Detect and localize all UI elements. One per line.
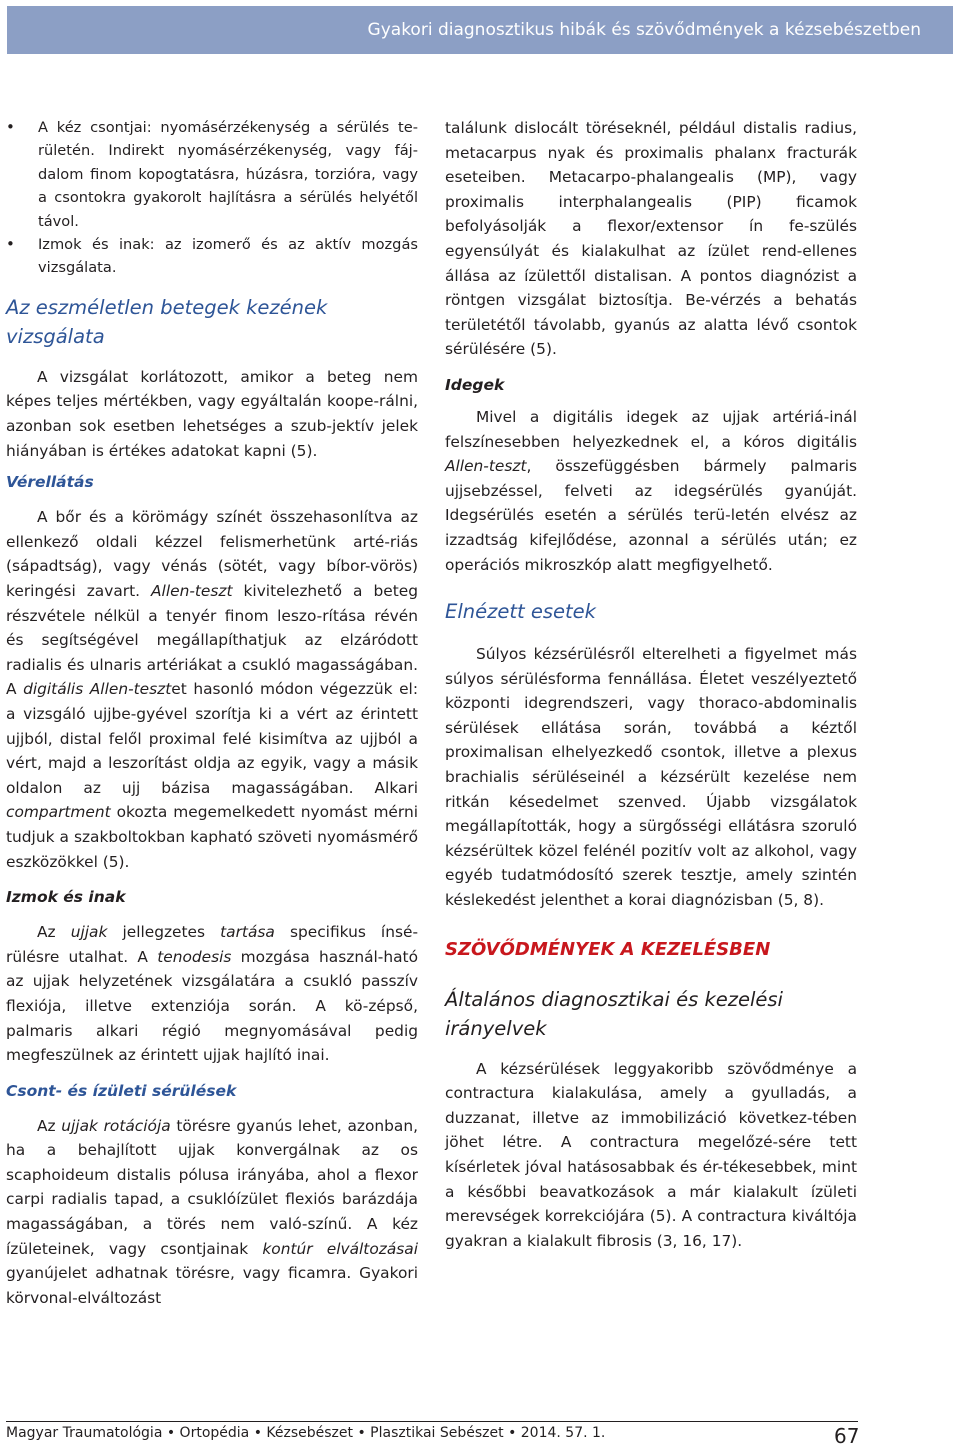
muscles-text-3: specifikus ínsé-rülésre utalhat. A bbox=[6, 923, 419, 966]
tenodesis-term: tenodesis bbox=[157, 947, 232, 966]
paragraph-bone-joint bbox=[6, 1114, 418, 1311]
heading-general-guidelines bbox=[445, 985, 857, 1043]
posture-term: tartása bbox=[220, 923, 275, 942]
bullet-item-muscles: • Izmok és inak: az izomerő és az aktív mozgás vizsgálata. bbox=[6, 233, 418, 280]
paragraph-blood-supply bbox=[6, 505, 418, 874]
left-column bbox=[6, 116, 418, 1310]
muscles-text-2: jellegzetes bbox=[107, 923, 221, 942]
guidelines-text: A kézsérülések leggyakoribb szövődménye a contractura kialakulása, amely a gyulladás, a duzzanat, illetve az immobilizáció következ-tében jöhet létre. A contractura megelőzé-sére tett kísérletek jóval hatásosabbak és ér-tékesebbek, mint a későbbi beavatkozások a már kialakult ízületi merevségek korrekciójára (5). A contractura kiváltója gyakran a kialakult fibrosis (3, 16, 17). bbox=[445, 1059, 857, 1250]
paragraph-continued: találunk dislocált töréseknél, például distalis radius, metacarpus nyak és proximalis phalanx fracturák eseteiben. Metacarpo-phalangealis (MP), vagy proximalis interphalangealis (PIP) ficamok befolyásolják a flexor/extensor ín fe-szülés egyensúlyát és kialakulhat az ízület rend-ellenes állása az ízülettől distalisan. A pontos diagnózist a röntgen vizsgálat biztosítja. Be-vérzés a behatás területétől távolabb, gyanús az alatta lévő csontok sérülésére (5). bbox=[445, 119, 857, 359]
heading-unconscious-line2: vizsgálata bbox=[6, 324, 105, 348]
blood-supply-text-3: et hasonló módon végezzük el: a vizsgáló ujjbe-gyével szorítja ki a vért az érintett ujjból, distal felől proximal felé kisimítva az ujjból a vért, majd a leszorítást oldja az egyik, vagy a másik oldalon az ujj bázisa magasságában. Alkari bbox=[6, 680, 419, 797]
running-header bbox=[7, 6, 953, 54]
heading-complications: SZÖVŐDMÉNYEK A KEZELÉSBEN bbox=[445, 938, 771, 960]
blood-supply-text-1: A bőr és a körömágy színét összehasonlítva az ellenkező oldali kézzel felismerhetünk arté-riás (sápadtság), vagy vénás (sötét, vagy bíbor-vörös) keringési zavart. bbox=[6, 508, 418, 600]
allen-test-term: Allen-teszt bbox=[151, 582, 233, 600]
running-header-title: Gyakori diagnosztikus hibák és szövődmények a kézsebészetben bbox=[367, 20, 921, 40]
heading-guidelines-line2: irányelvek bbox=[445, 1016, 547, 1040]
heading-unconscious-line1: Az eszméletlen betegek kezének bbox=[6, 295, 328, 319]
heading-muscles-tendons: Izmok és inak bbox=[6, 888, 126, 907]
footer-journal: Magyar Traumatológia • Ortopédia • Kézsebészet • Plasztikai Sebészet • 2014. 57. 1. bbox=[6, 1425, 606, 1441]
fingers-term: ujjak bbox=[70, 923, 108, 942]
page-number: 67 bbox=[834, 1424, 860, 1447]
heading-guidelines-line1: Általános diagnosztikai és kezelési bbox=[445, 987, 783, 1011]
nerves-text-2: , összefüggésben bármely palmaris ujjsebzéssel, felveti az idegsérülés gyanúját. Idegsérülés esetén a sérülés terü-letén elvész az izzadtság kifejlődése, azonnal a sérülés után; ez operációs mikroszkóp alatt megfigyelhető. bbox=[445, 457, 857, 574]
nerves-allen-test-term: Allen-teszt bbox=[445, 457, 527, 476]
paragraph-unconscious bbox=[6, 365, 418, 463]
finger-rotation-term: ujjak rotációja bbox=[61, 1116, 171, 1135]
bone-text-3: gyanújelet adhatnak törésre, vagy ficamra. Gyakori körvonal-elváltozást bbox=[6, 1264, 418, 1307]
muscles-text-1: Az bbox=[37, 923, 71, 942]
footer-divider bbox=[6, 1421, 858, 1422]
bone-text-1: Az bbox=[37, 1116, 62, 1135]
right-column bbox=[445, 116, 857, 1253]
nerves-text-1: Mivel a digitális idegek az ujjak artériá-inál felszínesebben helyezkednek el, a kóros digitális bbox=[445, 407, 857, 451]
paragraph-nerves bbox=[445, 405, 857, 577]
compartment-term: compartment bbox=[6, 803, 111, 822]
paragraph-unconscious-text: A vizsgálat korlátozott, amikor a beteg nem képes teljes mértékben, vagy egyáltalán koope-rálni, azonban sok esetben lehetséges a szub-jektív jelek hiányában is értékes adatokat kapni (5). bbox=[6, 367, 418, 460]
heading-nerves: Idegek bbox=[445, 375, 505, 394]
paragraph-muscles-tendons bbox=[6, 920, 418, 1068]
heading-bone-joint-injuries: Csont- és ízületi sérülések bbox=[6, 1081, 237, 1100]
digital-allen-test-term: digitális Allen-teszt bbox=[23, 680, 172, 699]
bone-text-2: törésre gyanús lehet, azonban, ha a behajlított ujjak konvergálnak az os scaphoideum distalis pólusa irányába, ahol a flexor carpi radialis tapad, a csuklóízület flexiós barázdája magasságában, a törés nem való-színű. A kéz ízületeinek, vagy csontjainak bbox=[6, 1116, 418, 1258]
blood-supply-text-2: kivitelezhető a beteg részvétele nélkül a tenyér finom leszo-rítása révén és segítségével megállapíthatjuk az elzáródott radialis és ulnaris artériákat a csukló magasságában. A bbox=[6, 582, 418, 699]
muscles-text-4: mozgása használ-ható az ujjak helyzetének vizsgálatára a csukló passzív flexiója, illetve extenziója során. A kö-zépső, palmaris alkari régió megnyomásával pedig megfeszülnek az érintett ujjak hajlító inai. bbox=[6, 947, 418, 1065]
paragraph-guidelines bbox=[445, 1057, 857, 1254]
paragraph-overlooked bbox=[445, 642, 857, 913]
contour-change-term: kontúr elváltozásai bbox=[262, 1239, 418, 1258]
blood-supply-text-4: okozta megemelkedett nyomást mérni tudjuk a szakboltokban kapható szöveti nyomásmérő eszközökkel (5). bbox=[6, 803, 418, 871]
exam-bullet-list bbox=[6, 116, 418, 280]
bullet-item-bones: • A kéz csontjai: nyomásérzékenység a sérülés te-rületén. Indirekt nyomásérzékenység, vagy fáj-dalom finom kopogtatásra, húzásra, torzióra, vagy a csontokra gyakorolt hajlításra a sérülés helyétől távol. bbox=[6, 116, 418, 233]
heading-unconscious-patients bbox=[6, 293, 418, 351]
overlooked-text: Súlyos kézsérülésről elterelheti a figyelmet más súlyos sérülésforma fennállása. Életet veszélyeztető központi idegrendszeri, vagy thoraco-abdominalis sérülések ellátása során, továbbá a kéztől proximalisan elhelyezkedő csontok, illetve a plexus brachialis sérüléseinél a kézsérült kezelése nem ritkán késedelmet szenved. Újabb vizsgálatok megállapították, hogy a sürgősségi ellátásra szoruló kézsérültek közel felénél pozitív volt az alkohol, vagy egyéb tudatmódosító szerek tesztje, amely szintén késlekedést jelenthet a korai diagnózisban (5, 8). bbox=[445, 645, 857, 910]
heading-blood-supply: Vérellátás bbox=[6, 473, 94, 492]
heading-overlooked-cases: Elnézett esetek bbox=[445, 600, 596, 624]
